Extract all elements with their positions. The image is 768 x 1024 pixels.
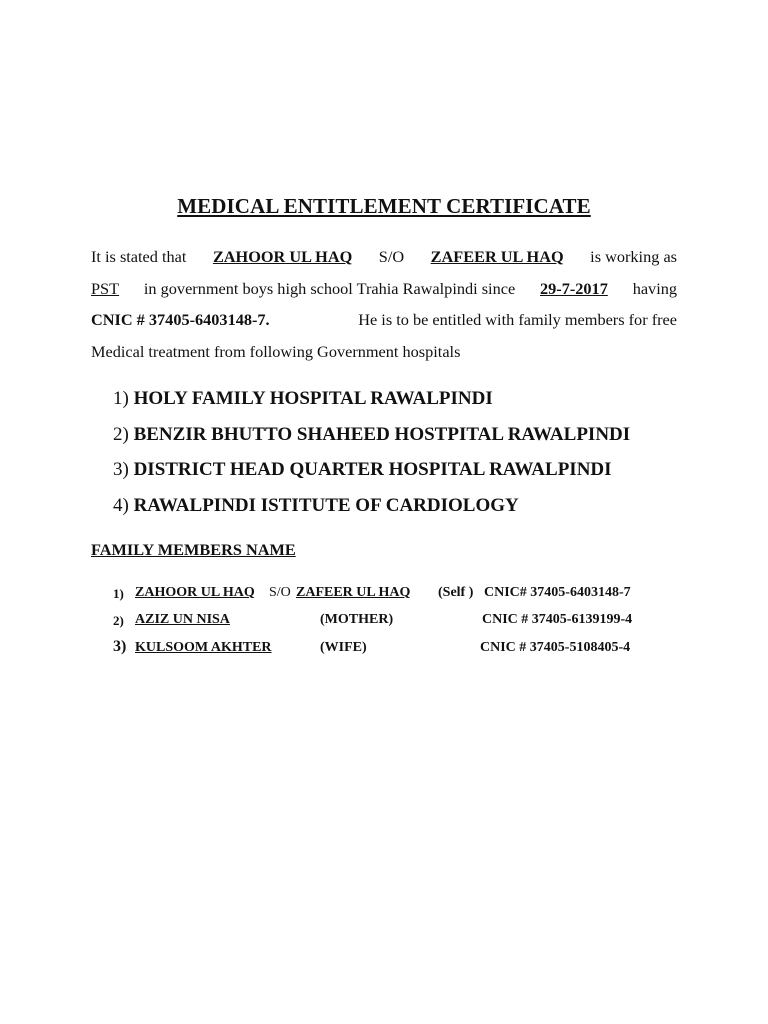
employee-name: ZAHOOR UL HAQ [212,247,353,266]
member-number: 2) [113,613,124,628]
page-title: MEDICAL ENTITLEMENT CERTIFICATE [177,194,591,218]
paragraph-line-3 [91,304,677,336]
member-relation: (MOTHER) [320,612,394,627]
hospital-number: 1) [113,388,129,409]
so-text: S/O [378,247,405,266]
member-relation: (Self ) [438,585,474,600]
since-date: 29-7-2017 [540,278,608,298]
paragraph-line-1 [91,241,677,273]
member-name: AZIZ UN NISA [135,612,230,627]
member-so: S/O [269,585,291,600]
family-members-heading: FAMILY MEMBERS NAME [91,540,296,559]
member-number: 3) [113,638,127,655]
paragraph-line-2 [91,273,677,305]
hospital-list [113,381,630,523]
hospital-item [113,488,630,524]
member-number: 1) [113,586,124,601]
hospital-name: RAWALPINDI ISTITUTE OF CARDIOLOGY [133,494,519,516]
paragraph-text: He is to be entitled with family members for free [358,310,677,329]
member-cnic: CNIC # 37405-6139199-4 [482,612,633,627]
hospital-number: 4) [113,494,129,516]
father-name: ZAFEER UL HAQ [430,247,564,266]
member-cnic: CNIC# 37405-6403148-7 [484,585,631,600]
hospital-number: 3) [113,459,129,480]
paragraph-text: Medical treatment from following Government hospitals [91,341,461,361]
paragraph-line-4 [91,336,677,368]
employee-cnic: CNIC # 37405-6403148-7. [91,310,270,329]
member-father-name: ZAFEER UL HAQ [296,585,411,600]
member-name: ZAHOOR UL HAQ [135,585,255,600]
hospital-name: DISTRICT HEAD QUARTER HOSPITAL RAWALPINDI [133,459,612,480]
hospital-name: HOLY FAMILY HOSPITAL RAWALPINDI [133,388,493,409]
member-cnic: CNIC # 37405-5108405-4 [480,640,631,655]
paragraph-text: It is stated that [91,247,187,266]
hospital-number: 2) [113,423,129,445]
hospital-name: BENZIR BHUTTO SHAHEED HOSTPITAL RAWALPINDI [133,423,631,445]
paragraph-text: is working as [590,247,677,266]
paragraph-text: having [632,278,677,298]
paragraph-text: in government boys high school Trahia Rawalpindi since [143,278,516,298]
hospital-item [113,452,630,488]
designation: PST [91,278,120,298]
member-name: KULSOOM AKHTER [135,640,272,655]
certificate-paragraph [91,241,677,367]
hospital-item [113,417,630,453]
member-relation: (WIFE) [320,640,367,655]
hospital-item [113,381,630,417]
